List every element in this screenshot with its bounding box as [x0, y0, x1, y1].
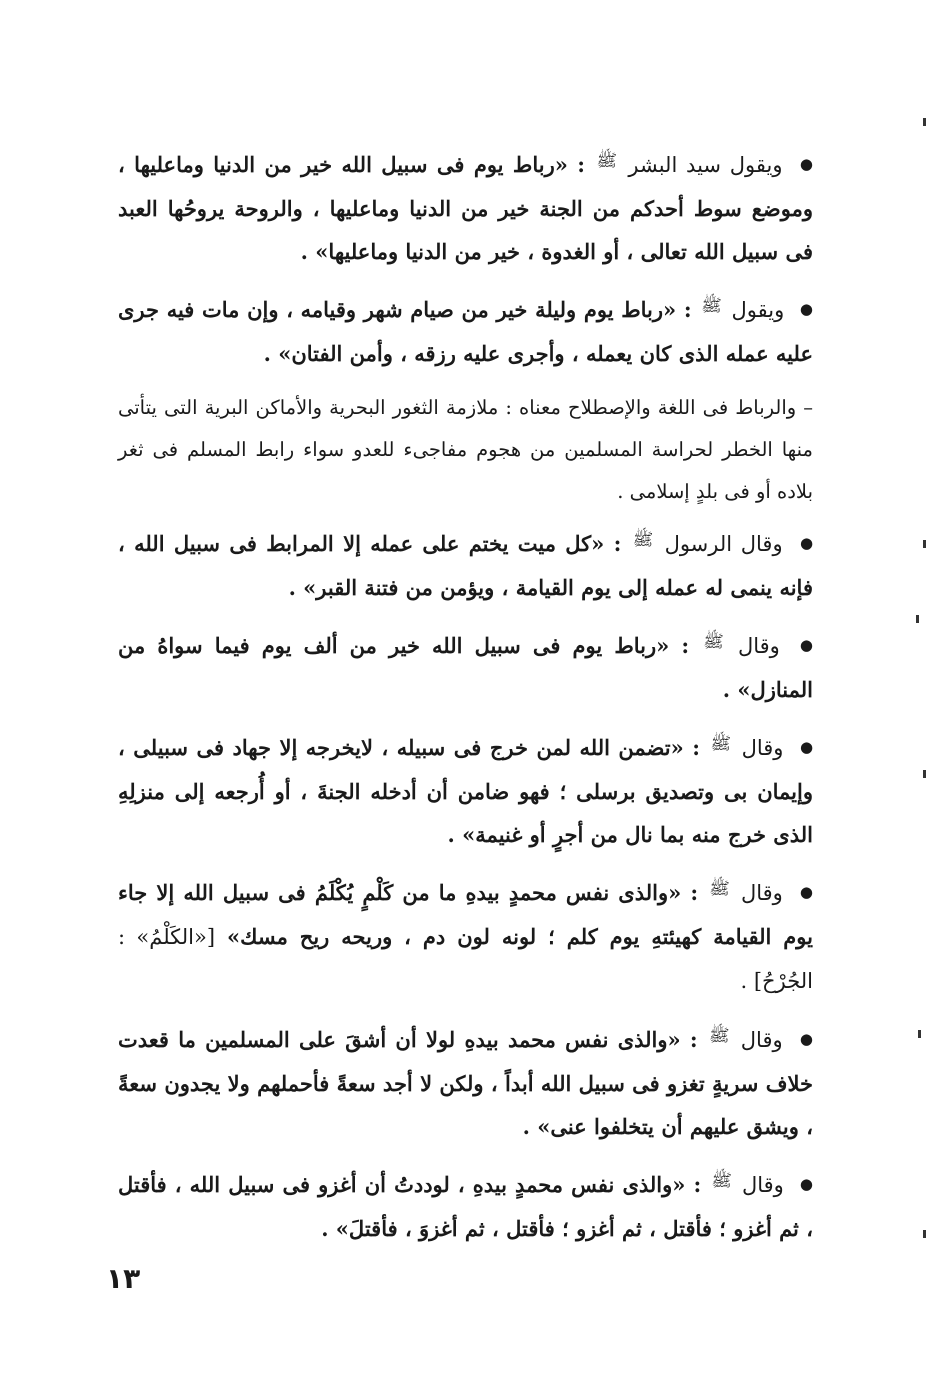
bullet-icon: ● — [799, 1030, 814, 1048]
bullet-icon: ● — [799, 1175, 814, 1193]
hadith-text: : «رباط يوم وليلة خير من صيام شهر وقيامه ، وإن مات فيه جرى عليه عمله الذى كان يعمله ، وأجرى عليه رزقه ، وأمن الفتان» . — [118, 297, 813, 366]
bullet-icon: ● — [799, 300, 814, 318]
bullet-icon: ● — [799, 534, 814, 552]
hadith-paragraph — [118, 285, 813, 375]
hadith-text: : «والذى نفس محمدٍ بيدهِ ما من كَلْمٍ يُكْلَمُ فى سبيل الله إلا جاء يوم القيامة كهيئتهِ يوم كلم ؛ لونه لون دم ، وريحه ريح مسك» — [118, 880, 813, 949]
hadith-lead: وقال — [741, 1173, 784, 1197]
margin-mark — [923, 118, 926, 126]
hadith-lead: ويقول سيد البشر — [628, 153, 783, 177]
salutation-glyph: ﷺ — [711, 1171, 732, 1191]
hadith-lead: ويقول — [731, 298, 785, 322]
hadith-paragraph — [118, 140, 813, 273]
hadith-lead: وقال الرسول — [664, 532, 783, 556]
hadith-text: : «كل ميت يختم على عمله إلا المرابط فى سبيل الله ، فإنه ينمى له عمله إلى يوم القيامة ، ويؤمن من فتنة القبر» . — [118, 531, 813, 600]
salutation-glyph: ﷺ — [596, 151, 617, 171]
hadith-paragraph — [118, 519, 813, 609]
commentary-paragraph: – والرباط فى اللغة والإصطلاح معناه : ملازمة الثغور البحرية والأماكن البرية التى يتأتى منها الخطر لحراسة المسلمين من هجوم مفاجىء للعدو سواء رابط المسلم فى ثغر بلاده أو فى بلدٍ إسلامى . — [118, 396, 813, 503]
hadith-lead: وقال — [740, 881, 783, 905]
hadith-lead: وقال — [741, 736, 784, 760]
bullet-icon: ● — [799, 636, 814, 654]
hadith-paragraph — [118, 723, 813, 856]
bullet-icon: ● — [799, 155, 813, 173]
hadith-lead: وقال — [737, 634, 780, 658]
hadith-paragraph — [118, 621, 813, 711]
salutation-glyph: ﷺ — [703, 632, 724, 652]
salutation-glyph: ﷺ — [708, 1026, 730, 1046]
salutation-glyph: ﷺ — [710, 734, 732, 754]
hadith-lead: وقال — [740, 1028, 783, 1052]
hadith-paragraph — [118, 1015, 813, 1148]
margin-mark — [923, 1230, 926, 1238]
margin-mark — [918, 1030, 921, 1038]
hadith-text: : «تضمن الله لمن خرج فى سبيله ، لايخرجه إلا جهاد فى سبيلى ، وإيمان بى وتصديق برسلى ؛ فهو ضامن أن أدخله الجنةَ ، أو أُرجعه إلى منزلِهِ الذى خرج منه بما نال من أجرٍ أو غنيمة» . — [118, 735, 813, 847]
margin-mark — [923, 540, 926, 548]
hadith-text: : «والذى نفس محمدٍ بيدهِ ، لوددتُ أن أغزو فى سبيل الله ، فأقتل ، ثم أغزو ؛ فأقتل ، ثم أغزو ؛ فأقتل ، ثم أغزوَ ، فأقتلَ» . — [118, 1172, 813, 1241]
word-gloss-note: [«الكَلْمُ» : الجُرْحُ] . — [118, 925, 813, 993]
salutation-glyph: ﷺ — [709, 879, 730, 899]
page-number: ١٣ — [106, 1262, 141, 1295]
hadith-paragraph — [118, 1160, 813, 1250]
margin-mark — [923, 770, 926, 778]
hadith-paragraph — [118, 868, 813, 1003]
hadith-text: : «والذى نفس محمد بيدهِ لولا أن أشقَ على المسلمين ما قعدت خلاف سريةٍ تغزو فى سبيل الله أبداً ، ولكن لا أجد سعةً فأحملهم ولا يجدون سعةً ، ويشق عليهم أن يتخلفوا عنى» . — [118, 1027, 813, 1139]
hadith-text: : «رباط يوم فى سبيل الله خير من الدنيا وماعليها ، وموضع سوط أحدكم من الجنة خير من الدنيا وماعليها ، والروحة يروحُها العبد فى سبيل الله تعالى ، أو الغدوة ، خير من الدنيا وماعليها» . — [118, 152, 813, 264]
hadith-text: : «رباط يوم فى سبيل الله خير من ألف يوم فيما سواهُ من المنازل» . — [118, 633, 813, 702]
salutation-glyph: ﷺ — [701, 296, 722, 316]
bullet-icon: ● — [799, 738, 814, 756]
salutation-glyph: ﷺ — [632, 530, 654, 550]
text-column — [118, 140, 813, 1262]
margin-mark — [916, 615, 919, 623]
bullet-icon: ● — [799, 883, 813, 901]
